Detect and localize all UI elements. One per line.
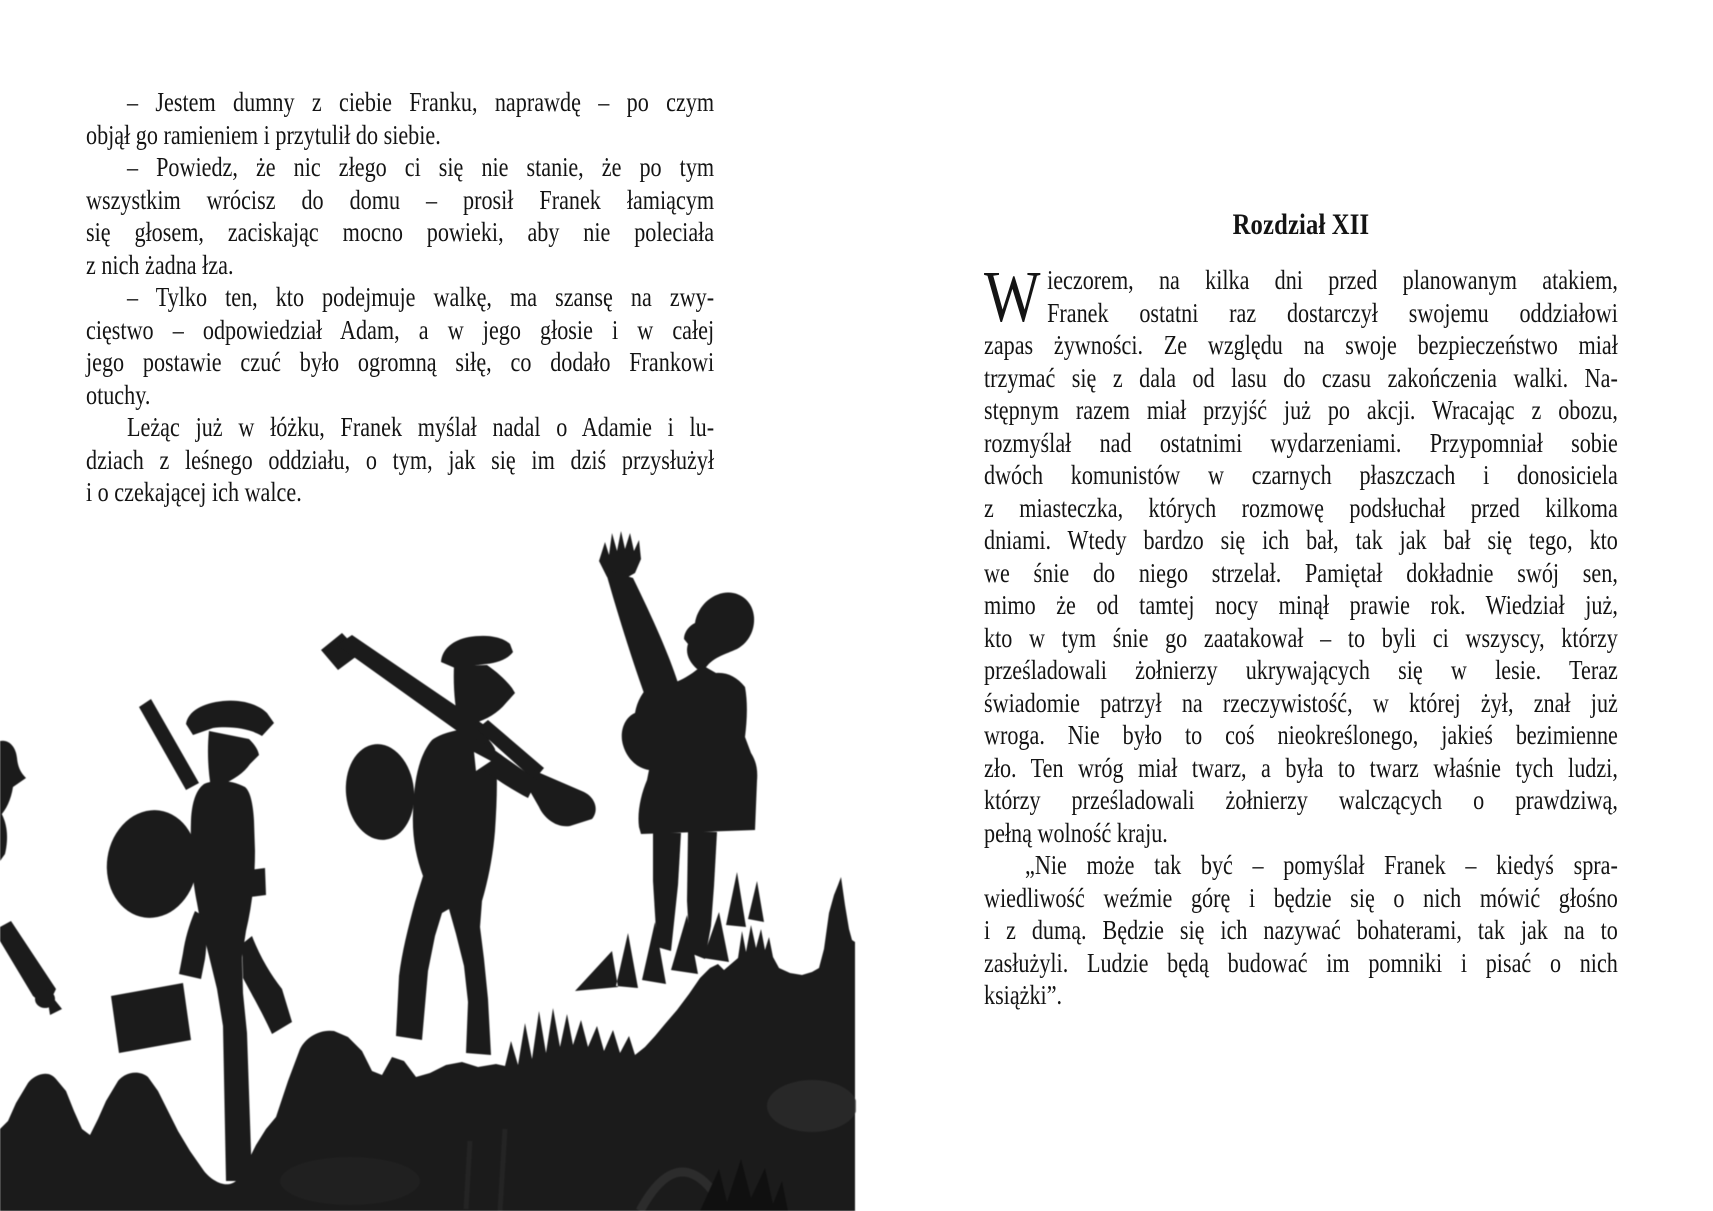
- text-line: rozmyślał nad ostatnimi wydarzeniami. Przypomniał sobie: [984, 427, 1618, 458]
- text-line: cięstwo – odpowiedział Adam, a w jego głosie i w całej: [86, 314, 715, 345]
- text-line: – Powiedz, że nic złego ci się nie stanie, że po tym: [127, 152, 715, 182]
- text-line: z miasteczka, których rozmowę podsłuchał przed kilkoma: [984, 492, 1618, 523]
- text-line: jego postawie czuć było ogromną siłę, co dodało Frankowi: [86, 347, 715, 377]
- text-line: pełną wolność kraju.: [984, 817, 1168, 848]
- right-text-column: [984, 207, 1618, 1012]
- text-line: wiedliwość weźmie górę i będzie się o nich mówić głośno: [984, 882, 1618, 913]
- text-line: „Nie może tak być – pomyślał Franek – kiedyś spra-: [1025, 850, 1618, 880]
- text-line: i z dumą. Będzie się ich nazywać bohaterami, tak jak na to: [984, 915, 1618, 945]
- text-line: wszystkim wrócisz do domu – prosił Franek łamiącym: [86, 184, 715, 215]
- text-line: – Jestem dumny z ciebie Franku, naprawdę – po czym: [127, 87, 715, 117]
- text-line: Leżąc już w łóżku, Franek myślał nadal o Adamie i lu-: [127, 412, 715, 442]
- text-line: prześladowali żołnierzy ukrywających się w lesie. Teraz: [984, 655, 1618, 685]
- text-line: wroga. Nie było to coś nieokreślonego, jakieś bezimienne: [984, 720, 1618, 750]
- text-line: dwóch komunistów w czarnych płaszczach i donosiciela: [984, 460, 1618, 490]
- paragraph-lines: [984, 256, 1618, 849]
- text-line: stępnym razem miał przyjść już po akcji. Wracając z obozu,: [984, 395, 1618, 425]
- text-line: zapas żywności. Ze względu na swoje bezpieczeństwo miał: [984, 330, 1618, 360]
- text-line: objął go ramieniem i przytulił do siebie.: [86, 119, 441, 150]
- text-line: otuchy.: [86, 379, 151, 410]
- text-line: zło. Ten wróg miał twarz, a była to twarz właśnie tych ludzi,: [984, 752, 1618, 783]
- text-line: się głosem, zaciskając mocno powieki, aby nie poleciała: [86, 217, 715, 247]
- text-line: – Tylko ten, kto podejmuje walkę, ma szansę na zwy-: [127, 282, 715, 312]
- text-line: mimo że od tamtej nocy minął prawie rok. Wiedział już,: [984, 590, 1618, 620]
- text-line: świadomie patrzył na rzeczywistość, w której żył, znał już: [984, 687, 1618, 718]
- text-line: dziach z leśnego oddziału, o tym, jak się im dziś przysłużył: [86, 444, 715, 475]
- chapter-heading: Rozdział XII: [1232, 208, 1370, 241]
- text-line: z nich żadna łza.: [86, 249, 234, 280]
- text-line: ieczorem, na kilka dni przed planowanym atakiem,: [1047, 265, 1618, 295]
- text-line: książki”.: [984, 980, 1063, 1010]
- text-line: dniami. Wtedy bardzo się ich bał, tak jak bał się tego, kto: [984, 525, 1618, 555]
- text-line: Franek ostatni raz dostarczył swojemu oddziałowi: [1047, 297, 1618, 328]
- paragraph: [984, 849, 1618, 1012]
- text-line: zasłużyli. Ludzie będą budować im pomniki i pisać o nich: [984, 947, 1618, 978]
- drop-cap: W: [984, 256, 1041, 337]
- opening-paragraph: [984, 256, 1618, 849]
- text-line: we śnie do niego strzelał. Pamiętał dokładnie swój sen,: [984, 557, 1618, 588]
- text-line: i o czekającej ich walce.: [86, 477, 302, 507]
- text-line: trzymać się z dala od lasu do czasu zakończenia walki. Na-: [984, 362, 1618, 393]
- text-line: którzy prześladowali żołnierzy walczących o prawdziwą,: [984, 785, 1618, 815]
- text-line: kto w tym śnie go zaatakował – to byli ci wszyscy, którzy: [984, 622, 1618, 653]
